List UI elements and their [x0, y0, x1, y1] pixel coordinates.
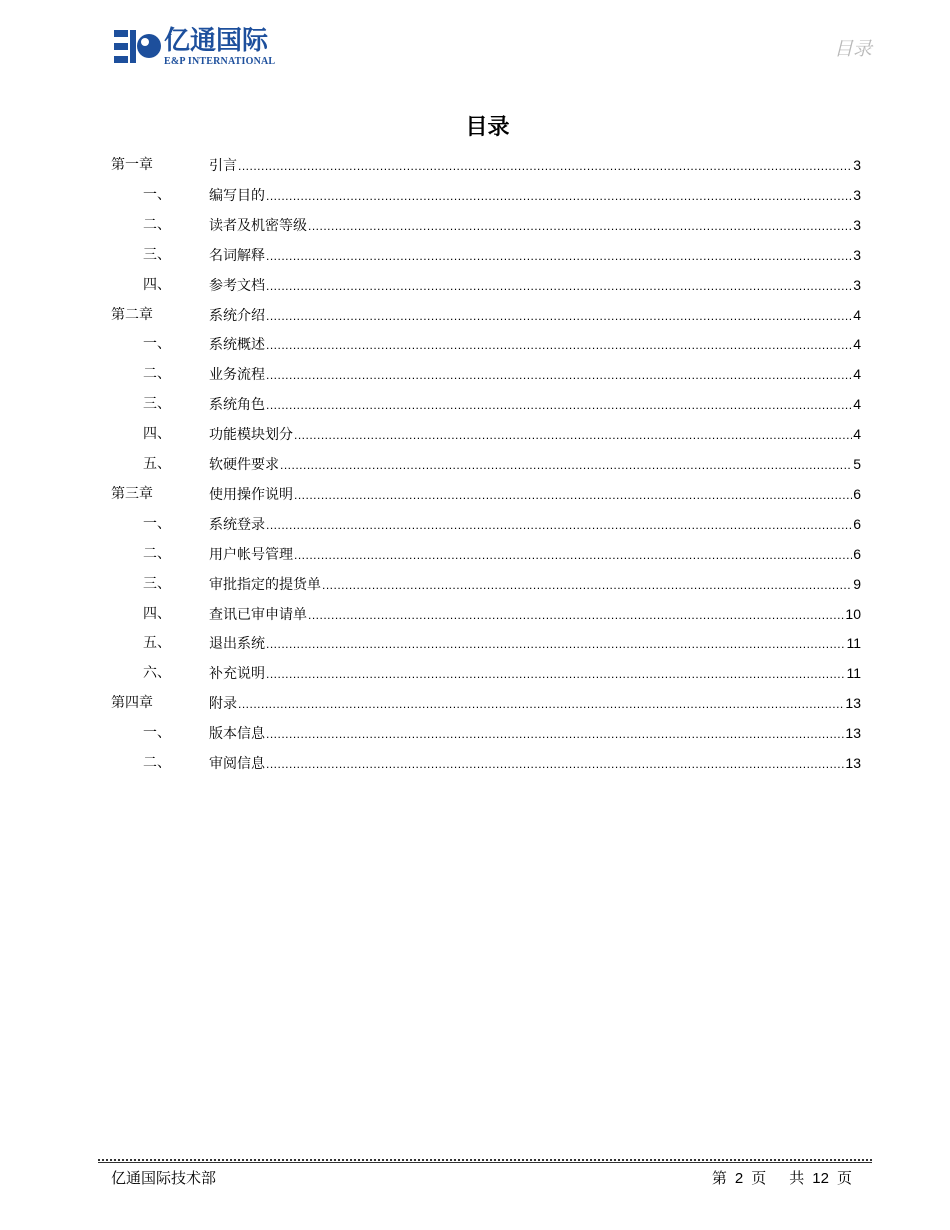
- toc-entry[interactable]: [0, 718, 950, 748]
- toc-entry-label[interactable]: 功能模块划分: [209, 427, 293, 444]
- toc-entry[interactable]: [0, 359, 950, 389]
- toc-entry-page-number: 11: [846, 665, 861, 682]
- toc-entry-line: [209, 718, 861, 749]
- toc-entry-page-number: 3: [853, 216, 861, 233]
- toc-entry-line: [209, 240, 861, 271]
- toc-dot-leader: [266, 360, 852, 390]
- toc-entry-label[interactable]: 系统角色: [209, 397, 265, 414]
- toc-entry-line: [209, 509, 861, 540]
- footer-page-current: 2: [734, 1170, 744, 1187]
- toc-entry-page-number: 13: [845, 695, 861, 712]
- toc-entry[interactable]: [0, 180, 950, 210]
- toc-entry-number: 第一章: [111, 157, 153, 173]
- toc-entry-label[interactable]: 业务流程: [209, 367, 265, 384]
- toc-entry-label[interactable]: 审批指定的提货单: [209, 576, 321, 593]
- footer-page-info: [710, 1167, 854, 1188]
- toc-dot-leader: [238, 689, 844, 719]
- toc-entry-number: 一、: [143, 725, 171, 742]
- toc-entry-label[interactable]: 引言: [209, 158, 237, 174]
- toc-entry-page-number: 4: [853, 396, 861, 413]
- toc-entry-page-number: 4: [853, 306, 861, 323]
- toc-entry-number: 四、: [143, 605, 171, 622]
- toc-entry-page-number: 11: [846, 635, 861, 652]
- toc-entry[interactable]: [0, 658, 950, 688]
- footer-department: 亿通国际技术部: [111, 1169, 217, 1187]
- toc-entry-line: [209, 599, 861, 630]
- toc-dot-leader: [280, 450, 852, 480]
- toc-entry-number: 二、: [143, 755, 171, 771]
- toc-dot-leader: [266, 301, 852, 331]
- footer-total-prefix: 共: [789, 1169, 805, 1187]
- toc-entry-line: [209, 329, 861, 360]
- toc-dot-leader: [266, 181, 852, 211]
- company-logo: [114, 26, 294, 68]
- toc-entry-page-number: 13: [845, 755, 861, 771]
- toc-entry-page-number: 6: [853, 515, 861, 532]
- toc-entry-label[interactable]: 附录: [209, 696, 237, 713]
- toc-entry-line: [209, 569, 861, 600]
- toc-entry-number: 四、: [143, 426, 171, 443]
- toc-entry-number: 三、: [143, 575, 171, 592]
- toc-entry-label[interactable]: 用户帐号管理: [209, 546, 293, 563]
- toc-entry-number: 一、: [143, 336, 171, 353]
- toc-entry-line: [209, 300, 861, 331]
- toc-entry-number: 二、: [143, 216, 171, 233]
- toc-entry-line: [209, 150, 861, 181]
- logo-chinese-name: 亿通国际: [164, 26, 269, 56]
- toc-entry-number: 第四章: [111, 695, 153, 712]
- toc-entry-page-number: 9: [853, 575, 861, 592]
- toc-entry-page-number: 6: [853, 545, 861, 562]
- toc-entry-label[interactable]: 名词解释: [209, 247, 265, 264]
- toc-entry-page-number: 4: [853, 336, 861, 353]
- toc-entry-page-number: 6: [853, 485, 861, 502]
- toc-entry-number: 第三章: [111, 485, 153, 502]
- toc-dot-leader: [266, 390, 852, 420]
- logo-english-name: E&P INTERNATIONAL: [164, 56, 276, 67]
- toc-entry-label[interactable]: 软硬件要求: [209, 457, 279, 473]
- toc-entry-label[interactable]: 补充说明: [209, 666, 265, 683]
- toc-entry[interactable]: [0, 509, 950, 539]
- toc-entry-page-number: 3: [853, 276, 861, 293]
- toc-dot-leader: [266, 510, 852, 540]
- toc-entry-line: [209, 688, 861, 719]
- toc-entry[interactable]: [0, 300, 950, 330]
- toc-entry-line: [209, 270, 861, 301]
- toc-entry[interactable]: [0, 240, 950, 270]
- toc-entry-line: [209, 449, 861, 480]
- toc-entry-number: 三、: [143, 396, 171, 413]
- toc-entry-line: [209, 539, 861, 570]
- toc-entry-number: 五、: [143, 456, 171, 472]
- toc-entry-line: [209, 658, 861, 689]
- toc-entry[interactable]: [0, 329, 950, 359]
- toc-dot-leader: [322, 570, 852, 600]
- toc-entry-number: 六、: [143, 665, 171, 682]
- toc-entry-number: 一、: [143, 186, 171, 203]
- toc-entry[interactable]: [0, 628, 950, 658]
- toc-dot-leader: [238, 151, 852, 181]
- toc-entry-line: [209, 419, 861, 450]
- toc-entry-page-number: 3: [853, 186, 861, 203]
- toc-entry[interactable]: [0, 270, 950, 300]
- toc-entry-line: [209, 210, 861, 241]
- toc-entry-page-number: 3: [853, 157, 861, 173]
- toc-entry[interactable]: [0, 569, 950, 599]
- toc-entry-label[interactable]: 编写目的: [209, 187, 265, 204]
- toc-entry-page-number: 5: [853, 456, 861, 472]
- toc-entry-label[interactable]: 使用操作说明: [209, 486, 293, 503]
- toc-dot-leader: [294, 480, 852, 510]
- toc-dot-leader: [266, 659, 845, 689]
- toc-dot-leader: [266, 719, 844, 749]
- toc-entry-line: [209, 359, 861, 390]
- toc-dot-leader: [308, 600, 844, 630]
- logo-mark-icon: [114, 28, 162, 66]
- toc-entry-page-number: 4: [853, 426, 861, 443]
- toc-entry[interactable]: [0, 449, 950, 479]
- toc-entry-label[interactable]: 参考文档: [209, 277, 265, 294]
- toc-entry-line: [209, 389, 861, 420]
- toc-entry-label[interactable]: 系统介绍: [209, 307, 265, 324]
- footer-divider: [98, 1159, 872, 1161]
- toc-entry-label[interactable]: 读者及机密等级: [209, 217, 307, 234]
- page-title: 目录: [465, 115, 510, 140]
- toc-dot-leader: [266, 241, 852, 271]
- toc-entry-line: [209, 628, 861, 659]
- toc-entry-page-number: 3: [853, 246, 861, 263]
- toc-dot-leader: [266, 271, 852, 301]
- toc-dot-leader: [294, 540, 852, 570]
- toc-entry-number: 第二章: [111, 306, 153, 323]
- toc-entry-label[interactable]: 查讯已审申请单: [209, 606, 307, 623]
- toc-entry-number: 二、: [143, 366, 171, 383]
- toc-entry[interactable]: [0, 688, 950, 718]
- toc-dot-leader: [266, 749, 844, 779]
- header-section-title: 目录: [833, 38, 872, 60]
- toc-entry-page-number: 4: [853, 366, 861, 383]
- toc-entry[interactable]: [0, 599, 950, 629]
- footer-divider-line: [98, 1162, 872, 1163]
- toc-entry-label[interactable]: 版本信息: [209, 726, 265, 743]
- toc-dot-leader: [266, 629, 845, 659]
- toc-dot-leader: [294, 420, 852, 450]
- toc-entry-label[interactable]: 系统登录: [209, 516, 265, 533]
- toc-entry-line: [209, 180, 861, 211]
- toc-entry[interactable]: [0, 210, 950, 240]
- toc-dot-leader: [308, 211, 852, 241]
- toc-entry-label[interactable]: 退出系统: [209, 636, 265, 653]
- footer-page-prefix: 第: [711, 1169, 727, 1187]
- toc-entry[interactable]: [0, 389, 950, 419]
- toc-entry-page-number: 13: [845, 725, 861, 742]
- toc-entry-number: 一、: [143, 515, 171, 532]
- toc-entry-line: [209, 748, 861, 779]
- toc-entry[interactable]: [0, 479, 950, 509]
- footer-total-suffix: 页: [836, 1169, 852, 1187]
- toc-entry-number: 四、: [143, 276, 171, 293]
- toc-entry-number: 三、: [143, 246, 171, 263]
- toc-entry[interactable]: [0, 748, 950, 778]
- toc-entry[interactable]: [0, 150, 950, 180]
- toc-entry[interactable]: [0, 539, 950, 569]
- toc-entry-number: 二、: [143, 545, 171, 562]
- footer-page-suffix: 页: [751, 1169, 767, 1187]
- toc-entry-line: [209, 479, 861, 510]
- toc-entry-label[interactable]: 系统概述: [209, 337, 265, 354]
- toc-entry-number: 五、: [143, 635, 171, 652]
- toc-entry[interactable]: [0, 419, 950, 449]
- toc-dot-leader: [266, 330, 852, 360]
- footer-page-total: 12: [812, 1170, 829, 1187]
- toc-entry-page-number: 10: [845, 605, 861, 622]
- toc-entry-label[interactable]: 审阅信息: [209, 756, 265, 772]
